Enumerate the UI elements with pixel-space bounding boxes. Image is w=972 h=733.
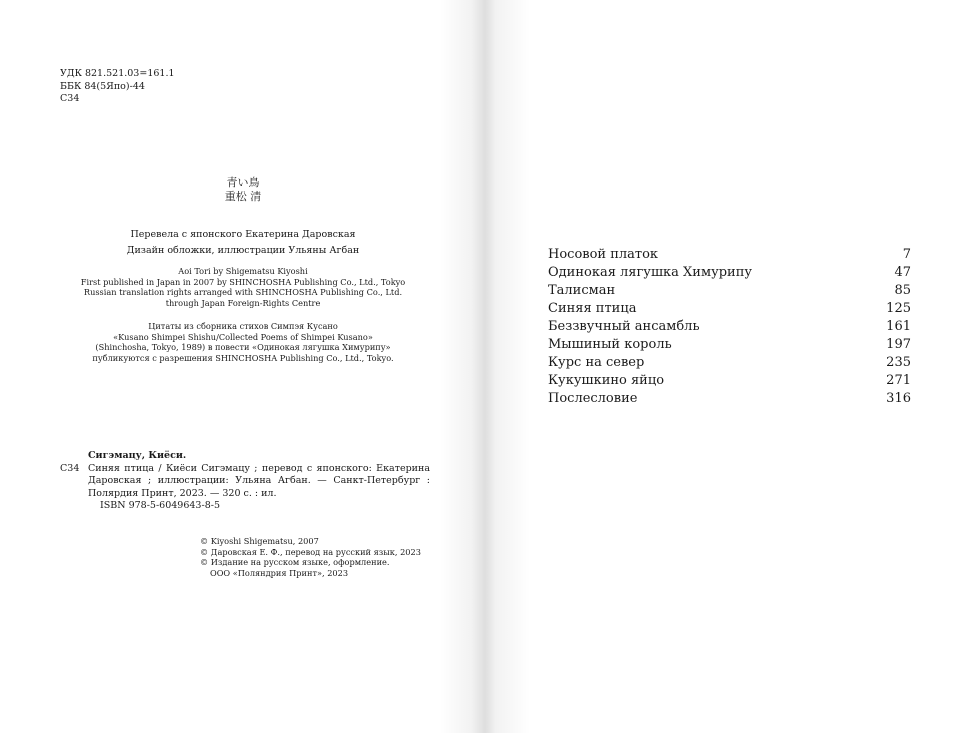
poems-line: «Kusano Shimpei Shishu/Collected Poems of Shimpei Kusano» — [113, 331, 373, 342]
toc-title: Беззвучный ансамбль — [548, 319, 700, 334]
toc-title: Курс на север — [548, 355, 645, 370]
poems-line: (Shinchosha, Tokyo, 1989) в повести «Одинокая лягушка Химурипу» — [95, 342, 391, 353]
toc-entry[interactable] — [548, 318, 911, 336]
toc-title: Мышиный король — [548, 337, 672, 352]
biblio-row — [60, 463, 430, 501]
original-line: through Japan Foreign-Rights Centre — [165, 297, 321, 308]
toc-title: Послесловие — [548, 391, 638, 406]
toc-page: 7 — [902, 247, 911, 262]
toc-entry[interactable] — [548, 372, 911, 390]
credits-block — [0, 227, 486, 259]
udk-code: УДК 821.521.03=161.1 — [60, 68, 175, 79]
toc-page: 47 — [894, 265, 911, 280]
toc-page: 197 — [886, 337, 911, 352]
toc-entry[interactable] — [548, 336, 911, 354]
toc-entry[interactable] — [548, 390, 911, 408]
toc-title: Носовой платок — [548, 247, 659, 262]
original-publication-block — [0, 266, 486, 308]
translator-credit: Перевела с японского Екатерина Даровская — [130, 229, 356, 240]
toc-title: Талисман — [548, 283, 616, 298]
copyright-line: © Kiyoshi Shigematsu, 2007 — [200, 536, 319, 546]
copyright-line: © Даровская Е. Ф., перевод на русский язык, 2023 — [200, 546, 421, 557]
table-of-contents — [548, 246, 911, 408]
bbk-code: ББК 84(5Япо)-44 — [60, 80, 145, 92]
toc-title: Синяя птица — [548, 301, 637, 316]
designer-credit: Дизайн обложки, иллюстрации Ульяны Агбан — [126, 245, 360, 256]
japanese-author: 重松 清 — [224, 190, 262, 203]
biblio-code: С34 — [60, 462, 80, 474]
original-line: First published in Japan in 2007 by SHINCHOSHA Publishing Co., Ltd., Tokyo — [80, 276, 406, 287]
biblio-description: Синяя птица / Киёси Сигэмацу ; перевод с японского: Екатерина Даровская ; иллюстрации: Ульяна Агбан. — Санкт-Петербург : Полярдия Принт, 2023. — 320 с. : ил. — [88, 462, 430, 499]
toc-entry[interactable] — [548, 354, 911, 372]
toc-page: 271 — [886, 373, 911, 388]
poems-permission-block — [0, 321, 486, 363]
bibliographic-record — [60, 450, 430, 513]
author-mark: С34 — [60, 93, 80, 104]
toc-title: Одинокая лягушка Химурипу — [548, 265, 753, 280]
poems-line: Цитаты из сборника стихов Симпэя Кусано — [148, 321, 338, 331]
japanese-title: 青い鳥 — [226, 176, 260, 189]
toc-page: 161 — [886, 319, 911, 334]
japanese-title-block — [0, 176, 486, 204]
toc-page: 125 — [886, 301, 911, 316]
isbn: ISBN 978-5-6049643-8-5 — [100, 500, 220, 511]
original-line: Aoi Tori by Shigematsu Kiyoshi — [178, 266, 308, 276]
copyright-line: © Издание на русском языке, оформление. — [200, 557, 390, 568]
toc-page: 316 — [886, 391, 911, 406]
toc-entry[interactable] — [548, 264, 911, 282]
toc-entry[interactable] — [548, 246, 911, 264]
toc-page: 235 — [886, 355, 911, 370]
poems-line: публикуются с разрешения SHINCHOSHA Publishing Co., Ltd., Tokyo. — [92, 352, 394, 363]
original-line: Russian translation rights arranged with SHINCHOSHA Publishing Co., Ltd. — [83, 287, 403, 298]
toc-title: Кукушкино яйцо — [548, 373, 665, 388]
copyright-block — [200, 536, 421, 578]
toc-page: 85 — [894, 283, 911, 298]
toc-entry[interactable] — [548, 282, 911, 300]
copyright-line: ООО «Поляндрия Принт», 2023 — [210, 567, 349, 578]
biblio-author: Сигэмацу, Киёси. — [88, 450, 187, 461]
classification-codes — [60, 68, 175, 106]
toc-entry[interactable] — [548, 300, 911, 318]
